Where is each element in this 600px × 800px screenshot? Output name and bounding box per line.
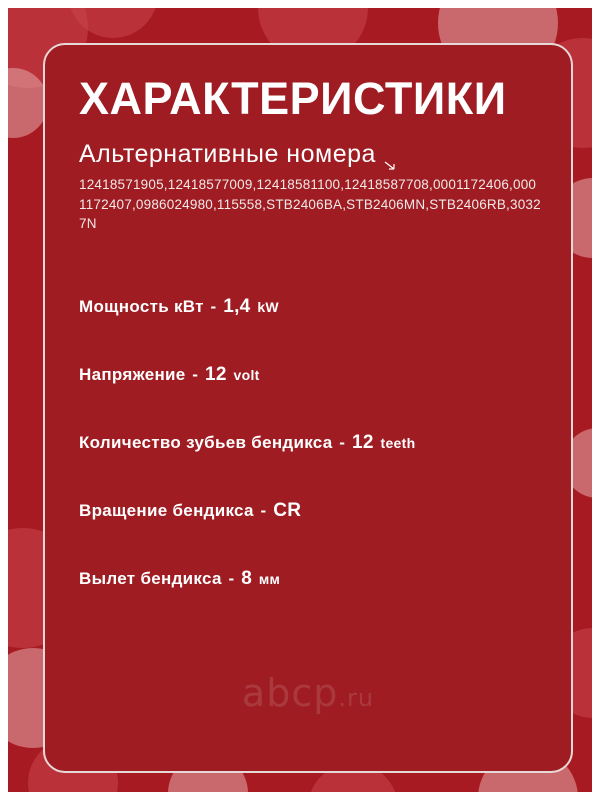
spec-label: Напряжение bbox=[79, 364, 186, 384]
specs-card bbox=[43, 43, 573, 773]
spec-unit bbox=[301, 503, 303, 519]
watermark-text: abcp bbox=[241, 671, 339, 715]
spec-label: Мощность кВт bbox=[79, 296, 204, 316]
spec-value: 8 bbox=[241, 567, 253, 589]
spec-row bbox=[79, 296, 541, 318]
page-title: ХАРАКТЕРИСТИКИ bbox=[79, 73, 507, 124]
red-frame bbox=[8, 8, 592, 792]
alt-numbers-heading bbox=[79, 140, 541, 169]
spec-value: 12 bbox=[205, 363, 227, 385]
spec-list bbox=[75, 296, 541, 590]
spec-unit: мм bbox=[258, 570, 281, 587]
spec-value: CR bbox=[273, 499, 302, 521]
alt-numbers-heading-label: Альтернативные номера bbox=[79, 140, 376, 169]
spec-dash: - bbox=[228, 568, 235, 588]
spec-value: 12 bbox=[352, 431, 374, 453]
spec-dash: - bbox=[260, 500, 267, 520]
spec-dash: - bbox=[210, 296, 217, 316]
spec-row bbox=[79, 364, 541, 386]
spec-dash: - bbox=[192, 364, 199, 384]
spec-dash: - bbox=[339, 432, 346, 452]
spec-label: Вылет бендикса bbox=[79, 568, 222, 588]
watermark bbox=[45, 671, 571, 715]
arrow-icon bbox=[384, 151, 396, 163]
spec-row bbox=[79, 500, 541, 522]
watermark-suffix: .ru bbox=[338, 684, 375, 712]
spec-unit: kW bbox=[257, 298, 279, 315]
spec-unit: teeth bbox=[380, 434, 416, 451]
spec-row bbox=[79, 568, 541, 590]
spec-value: 1,4 bbox=[223, 295, 251, 317]
spec-label: Вращение бендикса bbox=[79, 500, 254, 520]
spec-unit: volt bbox=[233, 366, 260, 383]
alt-numbers-list: 12418571905,12418577009,12418581100,12418587708,0001172406,0001172407,0986024980,115558,STB2406BA,STB2406MN,STB2406RB,30327N bbox=[79, 177, 541, 232]
spec-label: Количество зубьев бендикса bbox=[79, 432, 333, 452]
spec-row bbox=[79, 432, 541, 454]
